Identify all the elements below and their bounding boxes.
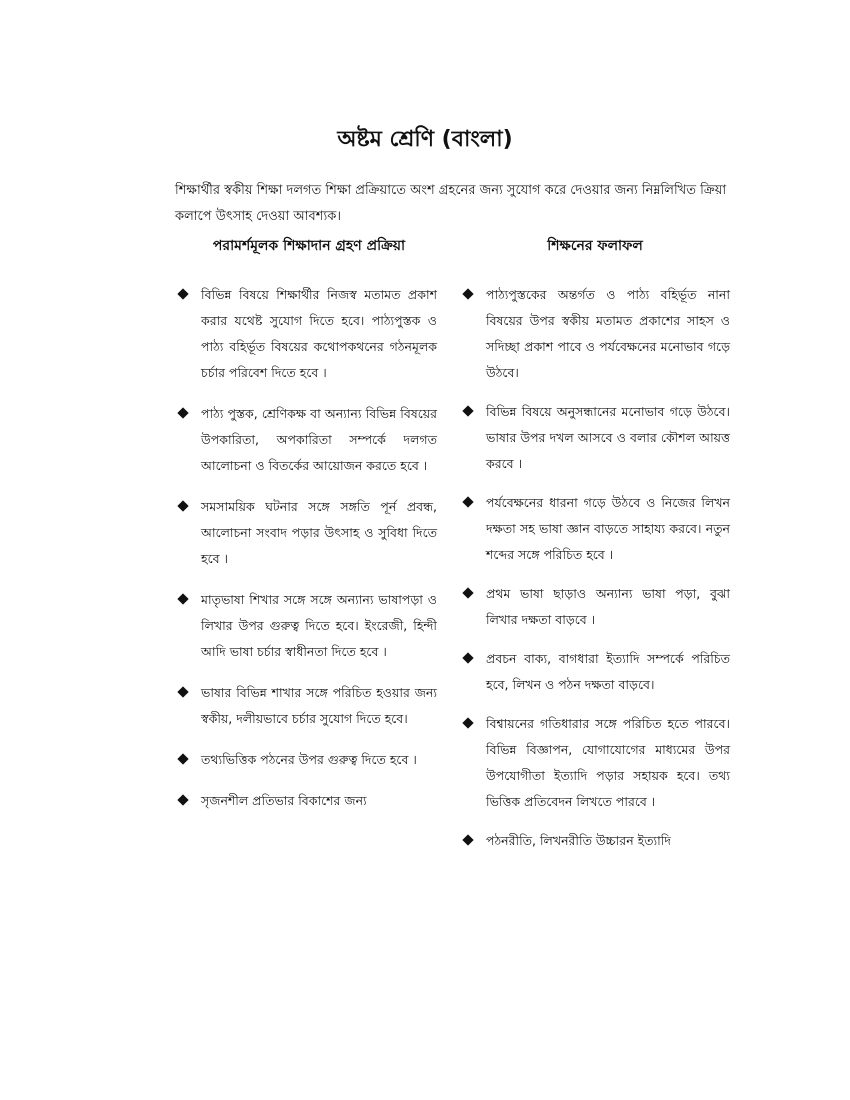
list-item-text: প্রথম ভাষা ছাড়াও অন্যান্য ভাষা পড়া, বুঝা লিখার দক্ষতা বাড়বে ।	[486, 586, 730, 627]
diamond-bullet-icon	[462, 405, 473, 416]
list-item	[460, 399, 730, 477]
diamond-bullet-icon	[177, 593, 188, 604]
list-item	[460, 581, 730, 633]
list-item-text: পাঠ্য পুস্তক, শ্রেণিকক্ষ বা অন্যান্য বিভিন্ন বিষয়ের উপকারিতা, অপকারিতা সম্পর্কে দলগত আলোচনা ও বিতর্কের আয়োজন করতে হবে ।	[201, 406, 437, 473]
list-item-text: পঠনরীতি, লিখনরীতি উচ্চারন ইত্যাদি	[486, 833, 671, 848]
page-title: অষ্টম শ্রেণি (বাংলা)	[337, 127, 513, 152]
list-item	[460, 711, 730, 815]
diamond-bullet-icon	[462, 496, 473, 507]
list-item-text: পর্যবেক্ষনের ধারনা গড়ে উঠবে ও নিজের লিখন দক্ষতা সহ ভাষা জ্ঞান বাড়তে সাহায্য করবে। নতুন শব্দের সঙ্গে পরিচিত হবে ।	[486, 495, 730, 562]
diamond-bullet-icon	[462, 834, 473, 845]
list-item	[175, 587, 437, 665]
diamond-bullet-icon	[177, 686, 188, 697]
list-item-text: সৃজনশীল প্রতিভার বিকাশের জন্য	[201, 793, 367, 808]
diamond-bullet-icon	[462, 717, 473, 728]
diamond-bullet-icon	[177, 500, 188, 511]
list-item	[175, 494, 437, 572]
diamond-bullet-icon	[462, 587, 473, 598]
diamond-bullet-icon	[177, 753, 188, 764]
left-column	[175, 234, 437, 829]
right-bullet-list	[460, 282, 730, 854]
list-item-text: ভাষার বিভিন্ন শাখার সঙ্গে পরিচিত হওয়ার জন্য স্বকীয়, দলীয়ভাবে চর্চার সুযোগ দিতে হবে।	[201, 685, 437, 726]
left-bullet-list	[175, 282, 437, 814]
list-item	[175, 282, 437, 386]
diamond-bullet-icon	[177, 407, 188, 418]
right-column	[460, 234, 730, 867]
list-item	[460, 490, 730, 568]
list-item	[175, 680, 437, 732]
list-item-text: বিভিন্ন বিষয়ে অনুসন্ধানের মনোভাব গড়ে উঠবে। ভাষার উপর দখল আসবে ও বলার কৌশল আয়ত্ত করবে ।	[486, 404, 730, 471]
list-item-text: প্রবচন বাক্য, বাগধারা ইত্যাদি সম্পর্কে পরিচিত হবে, লিখন ও পঠন দক্ষতা বাড়বে।	[486, 651, 730, 692]
list-item	[460, 282, 730, 386]
right-column-heading: শিক্ষনের ফলাফল	[547, 238, 643, 254]
list-item-text: পাঠ্যপুস্তকের অন্তর্গত ও পাঠ্য বহির্ভূত নানা বিষয়ের উপর স্বকীয় মতামত প্রকাশের সাহস ও সদিচ্ছা প্রকাশ পাবে ও পর্যবেক্ষনের মনোভাব গড়ে উঠবে।	[486, 287, 730, 380]
list-item-text: বিশ্বায়নের গতিধারার সঙ্গে পরিচিত হতে পারবে। বিভিন্ন বিজ্ঞাপন, যোগাযোগের মাধ্যমের উপর উপযোগীতা ইত্যাদি পড়ার সহায়ক হবে। তথ্য ভিত্তিক প্রতিবেদন লিখতে পারবে ।	[486, 716, 730, 809]
diamond-bullet-icon	[462, 288, 473, 299]
list-item-text: মাতৃভাষা শিখার সঙ্গে সঙ্গে অন্যান্য ভাষাপড়া ও লিখার উপর গুরুত্ব দিতে হবে। ইংরেজী, হিন্দী আদি ভাষা চর্চার স্বাধীনতা দিতে হবে ।	[201, 592, 437, 659]
list-item-text: সমসাময়িক ঘটনার সঙ্গে সঙ্গতি পূর্ন প্রবন্ধ, আলোচনা সংবাদ পড়ার উৎসাহ ও সুবিধা দিতে হবে ।	[201, 499, 437, 566]
list-item	[460, 828, 730, 854]
list-item-text: তথ্যভিত্তিক পঠনের উপর গুরুত্ব দিতে হবে ।	[201, 752, 417, 767]
list-item	[460, 646, 730, 698]
diamond-bullet-icon	[462, 652, 473, 663]
list-item	[175, 747, 437, 773]
list-item	[175, 788, 437, 814]
diamond-bullet-icon	[177, 288, 188, 299]
diamond-bullet-icon	[177, 794, 188, 805]
left-column-heading: পরামর্শমূলক শিক্ষাদান গ্রহণ প্রক্রিয়া	[212, 238, 406, 254]
list-item	[175, 401, 437, 479]
intro-paragraph: শিক্ষার্থীর স্বকীয় শিক্ষা দলগত শিক্ষা প্রক্রিয়াতে অংশ গ্রহনের জন্য সুযোগ করে দেওয়ার জন্য নিম্নলিখিত ক্রিয়া কলাপে উৎসাহ দেওয়া আবশ্যক।	[175, 183, 727, 224]
list-item-text: বিভিন্ন বিষয়ে শিক্ষার্থীর নিজস্ব মতামত প্রকাশ করার যথেষ্ট সুযোগ দিতে হবে। পাঠ্যপুস্তক ও পাঠ্য বহির্ভূত বিষয়ের কথোপকথনের গঠনমূলক চর্চার পরিবেশ দিতে হবে ।	[201, 287, 437, 380]
